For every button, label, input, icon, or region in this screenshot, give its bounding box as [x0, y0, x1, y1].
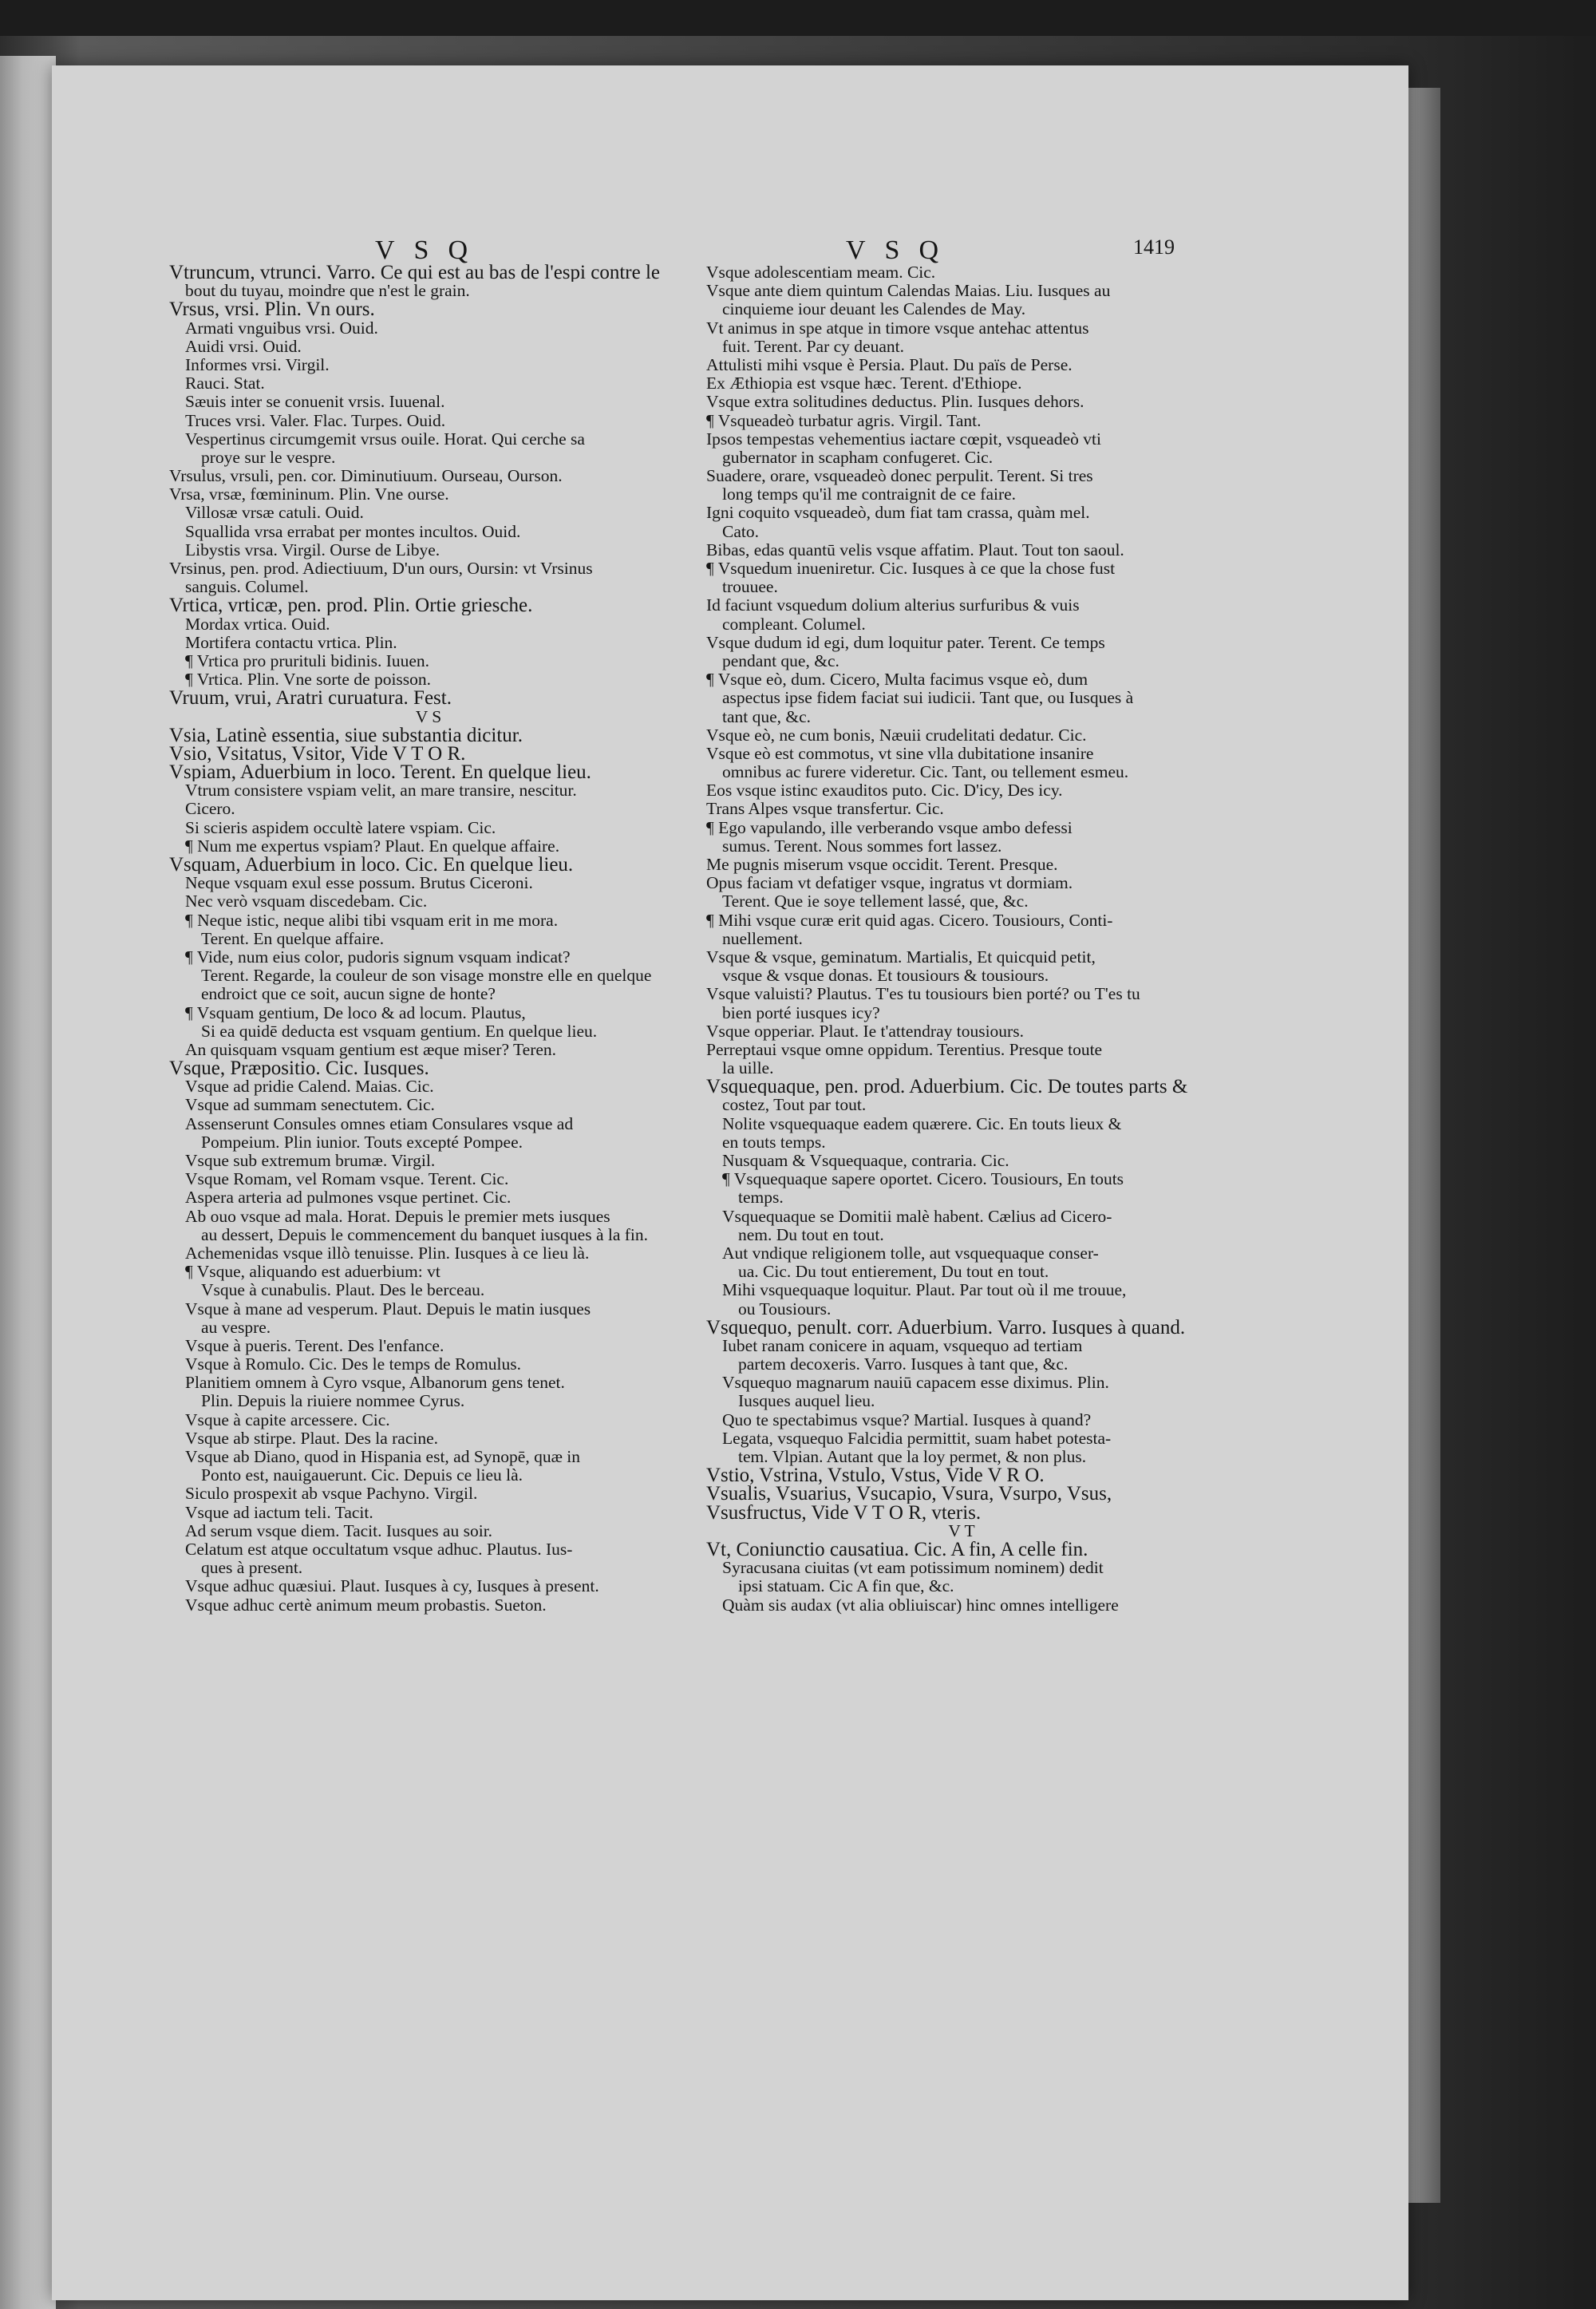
text-line: proye sur le vespre. [201, 448, 336, 467]
text-line: Armati vnguibus vrsi. Ouid. [185, 318, 378, 338]
text-line: Vrsulus, vrsuli, pen. cor. Diminutiuum. Ourseau, Ourson. [169, 467, 563, 486]
text-line: ¶ Vrtica pro prurituli bidinis. Iuuen. [185, 651, 430, 670]
text-line: Syracusana ciuitas (vt eam potissimum nominem) dedit [722, 1559, 1104, 1578]
text-line: en touts temps. [722, 1133, 826, 1152]
text-line: Vsque opperiar. Plaut. Ie t'attendray tousiours. [706, 1022, 1024, 1041]
text-line: Vt, Coniunctio causatiua. Cic. A fin, A celle fin. [706, 1540, 1088, 1560]
text-line: Aut vndique religionem tolle, aut vsquequaque conser- [722, 1243, 1099, 1263]
facing-page-edge [0, 56, 56, 2309]
text-line: ua. Cic. Du tout entierement, Du tout en tout. [738, 1263, 1049, 1282]
text-line: ¶ Vsquam gentium, De loco & ad locum. Plautus, [185, 1003, 526, 1022]
text-line: Vsque à mane ad vesperum. Plaut. Depuis le matin iusques [185, 1299, 591, 1319]
text-line: trouuee. [722, 578, 778, 597]
text-line: ¶ Num me expertus vspiam? Plaut. En quelque affaire. [185, 836, 560, 856]
text-line: ¶ Vrtica. Plin. Vne sorte de poisson. [185, 670, 432, 690]
left-column [169, 263, 688, 1615]
text-line: vsque & vsque donas. Et tousiours & tousiours. [722, 967, 1049, 986]
text-line: Vsque valuisti? Plautus. T'es tu tousiours bien porté? ou T'es tu [706, 985, 1140, 1004]
text-line: Trans Alpes vsque transfertur. Cic. [706, 800, 944, 819]
text-line: Vsque ante diem quintum Calendas Maias. Liu. Iusques au [706, 282, 1111, 301]
text-line: Terent. Que ie soye tellement lassé, que, &c. [722, 892, 1029, 911]
text-line: Vrtica, vrticæ, pen. prod. Plin. Ortie griesche. [169, 596, 533, 615]
text-line: Vsio, Vsitatus, Vsitor, Vide V T O R. [169, 744, 466, 764]
text-line: Vsque ad summam senectutem. Cic. [185, 1096, 435, 1115]
text-line: Cato. [722, 522, 759, 541]
text-line: Igni coquito vsqueadeò, dum fiat tam crassa, quàm mel. [706, 504, 1090, 523]
text-line: ¶ Vsquedum inueniretur. Cic. Iusques à ce que la chose fust [706, 559, 1116, 578]
text-line: pendant que, &c. [722, 651, 839, 670]
text-line: Vsque adhuc quæsiui. Plaut. Iusques à cy, Iusques à present. [185, 1577, 599, 1596]
text-line: Mihi vsquequaque loquitur. Plaut. Par tout où il me trouue, [722, 1281, 1127, 1300]
text-line: Vsquam, Aduerbium in loco. Cic. En quelque lieu. [169, 856, 574, 875]
text-line: bien porté iusques icy? [722, 1003, 880, 1022]
text-line: Vsque & vsque, geminatum. Martialis, Et quicquid petit, [706, 947, 1096, 967]
text-line: cinquieme iour deuant les Calendes de May. [722, 300, 1026, 319]
text-line: Vsia, Latinè essentia, siue substantia dicitur. [169, 726, 523, 745]
text-line: Legata, vsquequo Falcidia permittit, suam habet potesta- [722, 1429, 1112, 1448]
text-line: Celatum est atque occultatum vsque adhuc. Plautus. Ius- [185, 1540, 573, 1559]
text-line: sumus. Terent. Nous sommes fort lassez. [722, 836, 1002, 856]
text-line: sanguis. Columel. [185, 578, 309, 597]
text-line: Vsque à capite arcessere. Cic. [185, 1410, 390, 1429]
text-line: ¶ Vsquequaque sapere oportet. Cicero. Tousiours, En touts [722, 1170, 1124, 1189]
text-line: Neque vsquam exul esse possum. Brutus Ciceroni. [185, 874, 533, 893]
text-line: Informes vrsi. Virgil. [185, 355, 330, 374]
text-line: ipsi statuam. Cic A fin que, &c. [738, 1577, 954, 1596]
text-line: Vtrum consistere vspiam velit, an mare transire, nescitur. [185, 781, 577, 801]
text-line: Vrsus, vrsi. Plin. Vn ours. [169, 300, 375, 319]
text-line: ¶ Ego vapulando, ille verberando vsque ambo defessi [706, 818, 1073, 837]
text-line: Plin. Depuis la riuiere nommee Cyrus. [201, 1392, 465, 1411]
text-line: Id faciunt vsquedum dolium alterius surfuribus & vuis [706, 596, 1080, 615]
text-line: Cicero. [185, 800, 235, 819]
text-line: Opus faciam vt defatiger vsque, ingratus vt dormiam. [706, 874, 1073, 893]
text-line: costez, Tout par tout. [722, 1096, 867, 1115]
text-line: Ex Æthiopia est vsque hæc. Terent. d'Ethiope. [706, 374, 1022, 393]
text-line: Ad serum vsque diem. Tacit. Iusques au soir. [185, 1521, 493, 1540]
text-line: au vespre. [201, 1318, 271, 1337]
text-line: Truces vrsi. Valer. Flac. Turpes. Ouid. [185, 411, 446, 430]
text-line: Vsque, Præpositio. Cic. Iusques. [169, 1059, 429, 1078]
text-line: gubernator in scapham confugeret. Cic. [722, 448, 994, 467]
text-line: Vsque à pueris. Terent. Des l'enfance. [185, 1336, 444, 1355]
text-line: Vruum, vrui, Aratri curuatura. Fest. [169, 689, 452, 708]
text-line: Vsque ad iactum teli. Tacit. [185, 1503, 373, 1522]
text-line: partem decoxeris. Varro. Iusques à tant que, &c. [738, 1355, 1069, 1374]
text-line: Mordax vrtica. Ouid. [185, 615, 330, 634]
text-line: Planitiem omnem à Cyro vsque, Albanorum gens tenet. [185, 1374, 565, 1393]
text-line: Pompeium. Plin iunior. Touts excepté Pompee. [201, 1133, 523, 1152]
text-line: omnibus ac furere videretur. Cic. Tant, ou tellement esmeu. [722, 763, 1129, 782]
text-line: Ab ouo vsque ad mala. Horat. Depuis le premier mets iusques [185, 1207, 610, 1226]
text-line: An quisquam vsquam gentium est æque miser? Teren. [185, 1040, 557, 1059]
text-line: Vsque dudum id egi, dum loquitur pater. Terent. Ce temps [706, 633, 1105, 652]
text-line: tant que, &c. [722, 707, 812, 726]
text-line: Auidi vrsi. Ouid. [185, 337, 302, 356]
text-line: Nec verò vsquam discedebam. Cic. [185, 892, 428, 911]
text-line: ¶ Neque istic, neque alibi tibi vsquam erit in me mora. [185, 911, 559, 930]
text-line: tem. Vlpian. Autant que la loy permet, & non plus. [738, 1448, 1087, 1466]
text-line: Terent. En quelque affaire. [201, 929, 385, 948]
text-line: Vstio, Vstrina, Vstulo, Vstus, Vide V R O. [706, 1466, 1045, 1485]
text-line: fuit. Terent. Par cy deuant. [722, 337, 904, 356]
right-column [706, 263, 1217, 1615]
text-line: Vsque à Romulo. Cic. Des le temps de Romulus. [185, 1355, 522, 1374]
page-number: 1419 [1133, 235, 1175, 259]
text-line: Vspiam, Aduerbium in loco. Terent. En quelque lieu. [169, 763, 591, 782]
text-line: Achemenidas vsque illò tenuisse. Plin. Iusques à ce lieu là. [185, 1243, 590, 1263]
text-line: Villosæ vrsæ catuli. Ouid. [185, 504, 364, 523]
text-line: Iusques auquel lieu. [738, 1392, 875, 1411]
text-line: nem. Du tout en tout. [738, 1225, 884, 1244]
text-line: Ipsos tempestas vehementius iactare cœpit, vsqueadeò vti [706, 429, 1101, 449]
text-line: Si ea quidē deducta est vsquam gentium. En quelque lieu. [201, 1022, 598, 1041]
text-line: Vsque extra solitudines deductus. Plin. Iusques dehors. [706, 393, 1084, 412]
text-line: Perreptaui vsque omne oppidum. Terentius. Presque toute [706, 1040, 1103, 1059]
text-line: Vsque ab stirpe. Plaut. Des la racine. [185, 1429, 439, 1448]
text-line: Vrsa, vrsæ, fœmininum. Plin. Vne ourse. [169, 485, 449, 504]
text-line: Vespertinus circumgemit vrsus ouile. Horat. Qui cerche sa [185, 429, 585, 449]
text-line: ¶ Vsque eò, dum. Cicero, Multa facimus vsque eò, dum [706, 670, 1088, 690]
text-line: Eos vsque istinc exauditos puto. Cic. D'icy, Des icy. [706, 781, 1063, 801]
text-line: Attulisti mihi vsque è Persia. Plaut. Du païs de Perse. [706, 355, 1073, 374]
text-line: Vsque à cunabulis. Plaut. Des le berceau. [201, 1281, 485, 1300]
text-line: Nolite vsquequaque eadem quærere. Cic. En touts lieux & [722, 1114, 1122, 1133]
text-line: ¶ Vide, num eius color, pudoris signum vsquam indicat? [185, 947, 571, 967]
text-line: ques à present. [201, 1559, 303, 1578]
text-line: Me pugnis miserum vsque occidit. Terent. Presque. [706, 856, 1058, 874]
text-line: Mortifera contactu vrtica. Plin. [185, 633, 397, 652]
text-line: Sæuis inter se conuenit vrsis. Iuuenal. [185, 393, 445, 412]
text-line: Vsque adhuc certè animum meum probastis. Sueton. [185, 1595, 547, 1615]
text-line: Vsquequo magnarum nauiū capacem esse diximus. Plin. [722, 1374, 1109, 1393]
text-line: Libystis vrsa. Virgil. Ourse de Libye. [185, 540, 440, 559]
text-line: Siculo prospexit ab vsque Pachyno. Virgil. [185, 1485, 478, 1504]
text-line: V T [948, 1521, 975, 1540]
text-line: bout du tuyau, moindre que n'est le grain. [185, 282, 470, 301]
text-line: Vsque Romam, vel Romam vsque. Terent. Cic. [185, 1170, 509, 1189]
text-line: Quo te spectabimus vsque? Martial. Iusques à quand? [722, 1410, 1092, 1429]
text-line: Iubet ranam conicere in aquam, vsquequo ad tertiam [722, 1336, 1083, 1355]
text-line: Quàm sis audax (vt alia obliuiscar) hinc omnes intelligere [722, 1595, 1119, 1615]
text-line: Vsque sub extremum brumæ. Virgil. [185, 1152, 436, 1170]
text-line: endroict que ce soit, aucun signe de honte? [201, 985, 496, 1004]
text-line: V S [415, 707, 442, 726]
text-line: la uille. [722, 1059, 774, 1078]
text-line: Squallida vrsa errabat per montes incultos. Ouid. [185, 522, 521, 541]
text-line: Vsque eò est commotus, vt sine vlla dubitatione insanire [706, 744, 1094, 763]
text-line: Vsque ab Diano, quod in Hispania est, ad Synopē, quæ in [185, 1448, 581, 1466]
text-line: Vsusfructus, Vide V T O R, vteris. [706, 1503, 982, 1522]
text-line: ¶ Mihi vsque curæ erit quid agas. Cicero. Tousiours, Conti- [706, 911, 1113, 930]
text-line: Vsquequaque, pen. prod. Aduerbium. Cic. De toutes parts & [706, 1077, 1188, 1097]
text-line: Vsque eò, ne cum bonis, Næuii crudelitati dedatur. Cic. [706, 726, 1087, 745]
text-line: temps. [738, 1188, 784, 1208]
text-line: Nusquam & Vsquequaque, contraria. Cic. [722, 1152, 1009, 1170]
text-line: Bibas, edas quantū velis vsque affatim. Plaut. Tout ton saoul. [706, 540, 1124, 559]
text-line: Vsquequo, penult. corr. Aduerbium. Varro. Iusques à quand. [706, 1318, 1186, 1337]
text-line: compleant. Columel. [722, 615, 866, 634]
text-line: Vsque adolescentiam meam. Cic. [706, 263, 936, 282]
scan-top-border [0, 0, 1596, 36]
text-line: Ponto est, nauigauerunt. Cic. Depuis ce lieu là. [201, 1466, 523, 1485]
text-line: Si scieris aspidem occultè latere vspiam. Cic. [185, 818, 496, 837]
text-line: Vt animus in spe atque in timore vsque antehac attentus [706, 318, 1089, 338]
text-line: Terent. Regarde, la couleur de son visage monstre elle en quelque [201, 967, 652, 986]
running-head-left: VSQ [375, 235, 488, 265]
text-line: Vsque ad pridie Calend. Maias. Cic. [185, 1077, 434, 1097]
text-line: ¶ Vsqueadeò turbatur agris. Virgil. Tant. [706, 411, 982, 430]
text-line: Suadere, orare, vsqueadeò donec perpulit. Terent. Si tres [706, 467, 1093, 486]
text-line: Rauci. Stat. [185, 374, 265, 393]
text-line: Vtruncum, vtrunci. Varro. Ce qui est au bas de l'espi contre le [169, 263, 660, 283]
text-line: nuellement. [722, 929, 803, 948]
running-head-right: VSQ [846, 235, 958, 265]
text-line: aspectus ipse fidem faciat sui iudicii. Tant que, ou Iusques à [722, 689, 1134, 708]
text-line: ¶ Vsque, aliquando est aduerbium: vt [185, 1263, 440, 1282]
text-line: Vsualis, Vsuarius, Vsucapio, Vsura, Vsurpo, Vsus, [706, 1485, 1112, 1504]
text-line: Vrsinus, pen. prod. Adiectiuum, D'un ours, Oursin: vt Vrsinus [169, 559, 593, 578]
text-line: au dessert, Depuis le commencement du banquet iusques à la fin. [201, 1225, 649, 1244]
text-line: ou Tousiours. [738, 1299, 832, 1319]
text-line: Vsquequaque se Domitii malè habent. Cælius ad Cicero- [722, 1207, 1112, 1226]
text-line: long temps qu'il me contraignit de ce faire. [722, 485, 1017, 504]
text-line: Assenserunt Consules omnes etiam Consulares vsque ad [185, 1114, 574, 1133]
text-line: Aspera arteria ad pulmones vsque pertinet. Cic. [185, 1188, 512, 1208]
